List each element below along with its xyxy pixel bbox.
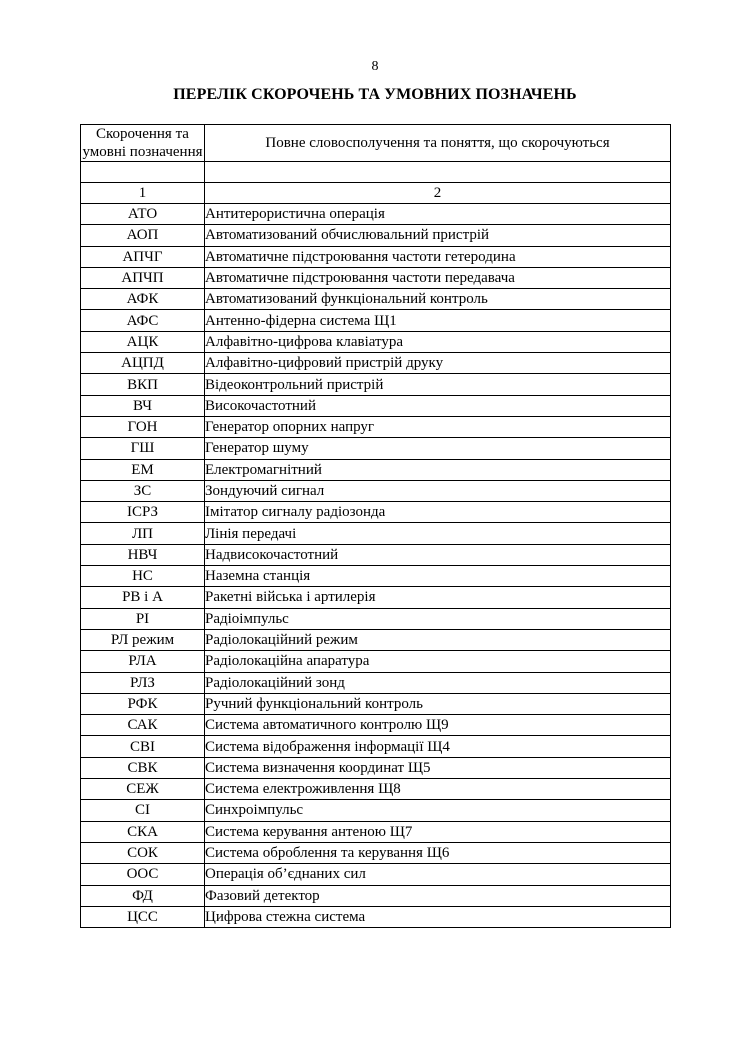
table-row — [81, 566, 671, 587]
full-term-cell: Система електроживлення Щ8 — [205, 779, 671, 800]
abbreviation-cell: АФК — [81, 289, 205, 310]
table-row — [81, 267, 671, 288]
abbreviation-cell: ФД — [81, 885, 205, 906]
full-term-cell: Система визначення координат Щ5 — [205, 757, 671, 778]
abbreviation-cell: АПЧГ — [81, 246, 205, 267]
table-row — [81, 438, 671, 459]
abbreviation-cell: АТО — [81, 204, 205, 225]
full-term-cell: Алфавітно-цифровий пристрій друку — [205, 353, 671, 374]
full-term-cell: Автоматичне підстроювання частоти передавача — [205, 267, 671, 288]
table-row — [81, 523, 671, 544]
table-row — [81, 757, 671, 778]
table-row — [81, 800, 671, 821]
page-number: 8 — [371, 59, 379, 74]
table-row — [81, 246, 671, 267]
full-term-cell: Ручний функціональний контроль — [205, 693, 671, 714]
table-row — [81, 416, 671, 437]
abbreviation-cell: СКА — [81, 821, 205, 842]
abbreviation-cell: САК — [81, 715, 205, 736]
table-row — [81, 906, 671, 927]
abbreviation-cell: РЛА — [81, 651, 205, 672]
abbreviation-cell: ВЧ — [81, 395, 205, 416]
abbreviation-cell: НВЧ — [81, 544, 205, 565]
table-row — [81, 608, 671, 629]
full-term-cell: Автоматичне підстроювання частоти гетеродина — [205, 246, 671, 267]
abbreviation-cell: РЛ режим — [81, 629, 205, 650]
abbreviation-cell: НС — [81, 566, 205, 587]
full-term-cell: Відеоконтрольний пристрій — [205, 374, 671, 395]
abbreviation-cell: ІСРЗ — [81, 502, 205, 523]
abbreviation-cell: ГШ — [81, 438, 205, 459]
table-row — [81, 374, 671, 395]
abbreviation-cell: ЦСС — [81, 906, 205, 927]
full-term-cell: Радіолокаційна апаратура — [205, 651, 671, 672]
full-term-cell: Фазовий детектор — [205, 885, 671, 906]
full-term-cell: Радіолокаційний режим — [205, 629, 671, 650]
abbreviation-cell: АОП — [81, 225, 205, 246]
table-row — [81, 779, 671, 800]
full-term-cell: Антитерористична операція — [205, 204, 671, 225]
abbreviation-cell: ЕМ — [81, 459, 205, 480]
table-row — [81, 821, 671, 842]
full-term-cell: Генератор шуму — [205, 438, 671, 459]
full-term-cell: Операція об’єднаних сил — [205, 864, 671, 885]
table-row — [81, 204, 671, 225]
abbreviation-cell: ЗС — [81, 480, 205, 501]
full-term-cell: Синхроімпульс — [205, 800, 671, 821]
table-row — [81, 544, 671, 565]
full-term-cell: Система керування антеною Щ7 — [205, 821, 671, 842]
full-term-cell: Алфавітно-цифрова клавіатура — [205, 331, 671, 352]
table-row — [81, 715, 671, 736]
abbreviation-cell: РВ і А — [81, 587, 205, 608]
full-term-cell: Система автоматичного контролю Щ9 — [205, 715, 671, 736]
table-row — [81, 225, 671, 246]
full-term-cell: Лінія передачі — [205, 523, 671, 544]
column-number-2: 2 — [205, 183, 671, 204]
table-row — [81, 459, 671, 480]
table-row — [81, 331, 671, 352]
full-term-cell: Генератор опорних напруг — [205, 416, 671, 437]
abbreviation-cell: РФК — [81, 693, 205, 714]
full-term-cell: Система оброблення та керування Щ6 — [205, 842, 671, 863]
column-number-1: 1 — [81, 183, 205, 204]
table-row — [81, 672, 671, 693]
table-row — [81, 502, 671, 523]
full-term-cell: Автоматизований функціональний контроль — [205, 289, 671, 310]
abbreviation-cell: СЕЖ — [81, 779, 205, 800]
header-abbreviation: Скорочення та умовні позначення — [82, 126, 203, 160]
abbreviation-cell: ЛП — [81, 523, 205, 544]
table-row — [81, 651, 671, 672]
page-title: ПЕРЕЛІК СКОРОЧЕНЬ ТА УМОВНИХ ПОЗНАЧЕНЬ — [173, 86, 577, 103]
abbreviation-cell: АЦПД — [81, 353, 205, 374]
table-body — [81, 204, 671, 928]
table-row — [81, 693, 671, 714]
abbreviation-cell: АЦК — [81, 331, 205, 352]
full-term-cell: Ракетні війська і артилерія — [205, 587, 671, 608]
abbreviation-cell: СВІ — [81, 736, 205, 757]
table-row — [81, 289, 671, 310]
full-term-cell: Антенно-фідерна система Щ1 — [205, 310, 671, 331]
full-term-cell: Надвисокочастотний — [205, 544, 671, 565]
full-term-cell: Радіоімпульс — [205, 608, 671, 629]
column-number-row — [81, 183, 671, 204]
table-row — [81, 310, 671, 331]
header-full-term: Повне словосполучення та поняття, що скорочуються — [205, 125, 671, 162]
table-row — [81, 353, 671, 374]
full-term-cell: Електромагнітний — [205, 459, 671, 480]
abbreviation-cell: ГОН — [81, 416, 205, 437]
table-row — [81, 842, 671, 863]
full-term-cell: Автоматизований обчислювальний пристрій — [205, 225, 671, 246]
table-header-row — [81, 125, 671, 162]
full-term-cell: Цифрова стежна система — [205, 906, 671, 927]
abbreviation-cell: СОК — [81, 842, 205, 863]
table-row — [81, 395, 671, 416]
full-term-cell: Наземна станція — [205, 566, 671, 587]
abbreviation-cell: РЛЗ — [81, 672, 205, 693]
table-row — [81, 736, 671, 757]
abbreviations-table — [80, 124, 671, 928]
abbreviation-cell: ВКП — [81, 374, 205, 395]
full-term-cell: Зондуючий сигнал — [205, 480, 671, 501]
abbreviation-cell: РІ — [81, 608, 205, 629]
table-row — [81, 864, 671, 885]
abbreviation-cell: СВК — [81, 757, 205, 778]
full-term-cell: Радіолокаційний зонд — [205, 672, 671, 693]
abbreviation-cell: АПЧП — [81, 267, 205, 288]
abbreviation-cell: СІ — [81, 800, 205, 821]
full-term-cell: Система відображення інформації Щ4 — [205, 736, 671, 757]
abbreviation-cell: ООС — [81, 864, 205, 885]
table-row — [81, 587, 671, 608]
header-separator — [81, 162, 671, 183]
table-row — [81, 885, 671, 906]
table-row — [81, 480, 671, 501]
full-term-cell: Високочастотний — [205, 395, 671, 416]
full-term-cell: Імітатор сигналу радіозонда — [205, 502, 671, 523]
abbreviation-cell: АФС — [81, 310, 205, 331]
table-row — [81, 629, 671, 650]
